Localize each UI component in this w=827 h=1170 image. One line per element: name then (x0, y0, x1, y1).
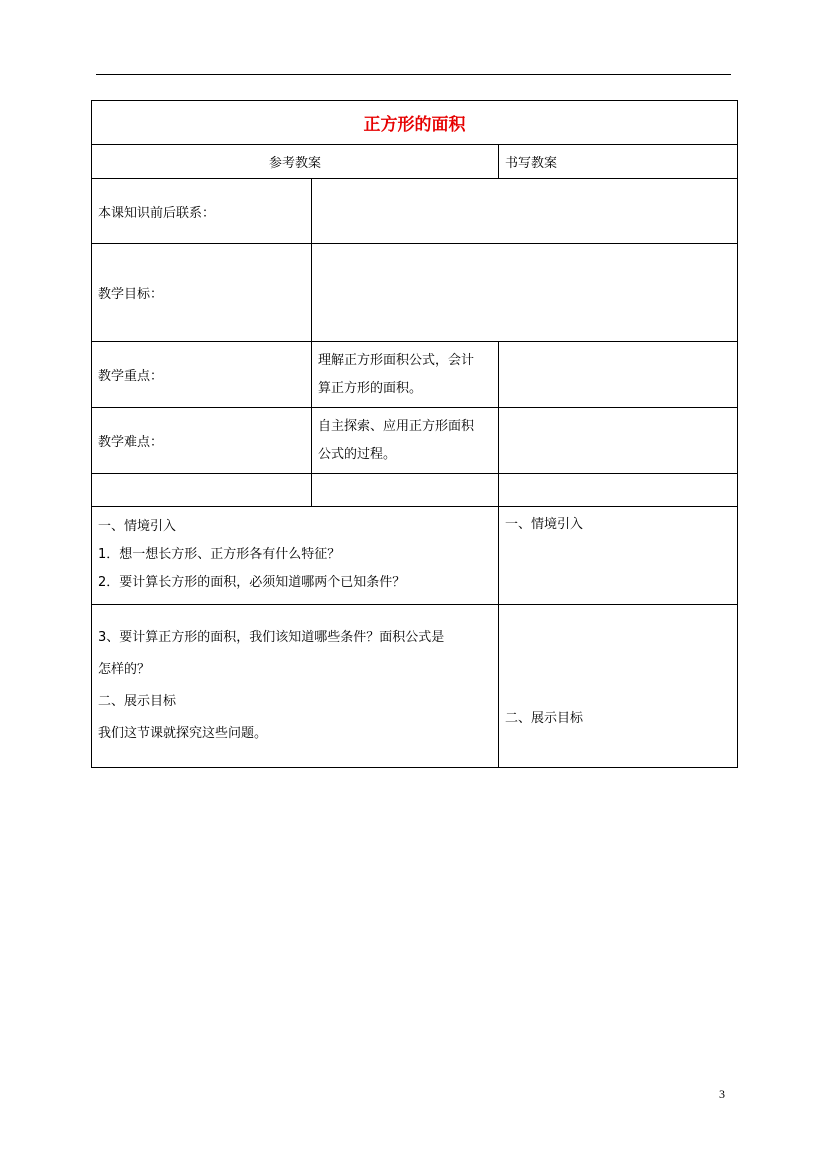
section-1-item-1: 1．想一想长方形、正方形各有什么特征？ (98, 547, 341, 562)
key-point-label: 教学重点： (92, 342, 312, 408)
section-2-side-note: 二、展示目标 (499, 605, 738, 768)
knowledge-link-content (312, 179, 738, 244)
section-1-content (92, 507, 499, 605)
objectives-content (312, 244, 738, 342)
difficulty-writing (499, 408, 738, 474)
section-2-text: 我们这节课就探究这些问题。 (98, 726, 268, 741)
key-point-line-1: 理解正方形面积公式，会计 (318, 352, 475, 368)
section-2-content (92, 605, 499, 768)
section-1-side-note: 一、情境引入 (499, 507, 738, 605)
section-1-heading: 一、情境引入 (98, 519, 177, 534)
lesson-plan-table (91, 100, 738, 768)
empty-cell (499, 474, 738, 507)
difficulty-line-1: 自主探索、应用正方形面积 (318, 418, 475, 434)
difficulty-line-2: 公式的过程。 (318, 446, 397, 462)
section-1-item-2: 2．要计算长方形的面积，必须知道哪两个已知条件？ (98, 575, 406, 590)
lesson-title: 正方形的面积 (92, 101, 738, 145)
section-2-heading: 二、展示目标 (98, 694, 177, 709)
column-header-reference: 参考教案 (92, 145, 499, 179)
header-rule (96, 74, 731, 75)
page-number: 3 (719, 1087, 725, 1101)
section-2-item-3-line-1: 3、要计算正方形的面积，我们该知道哪些条件？面积公式是 (98, 630, 445, 645)
key-point-line-2: 算正方形的面积。 (318, 380, 423, 396)
key-point-content (312, 342, 499, 408)
empty-cell (92, 474, 312, 507)
difficulty-label: 教学难点： (92, 408, 312, 474)
key-point-writing (499, 342, 738, 408)
difficulty-content (312, 408, 499, 474)
section-2-item-3-line-2: 怎样的？ (98, 662, 151, 677)
empty-cell (312, 474, 499, 507)
objectives-label: 教学目标： (92, 244, 312, 342)
knowledge-link-label: 本课知识前后联系： (92, 179, 312, 244)
column-header-writing: 书写教案 (499, 145, 738, 179)
